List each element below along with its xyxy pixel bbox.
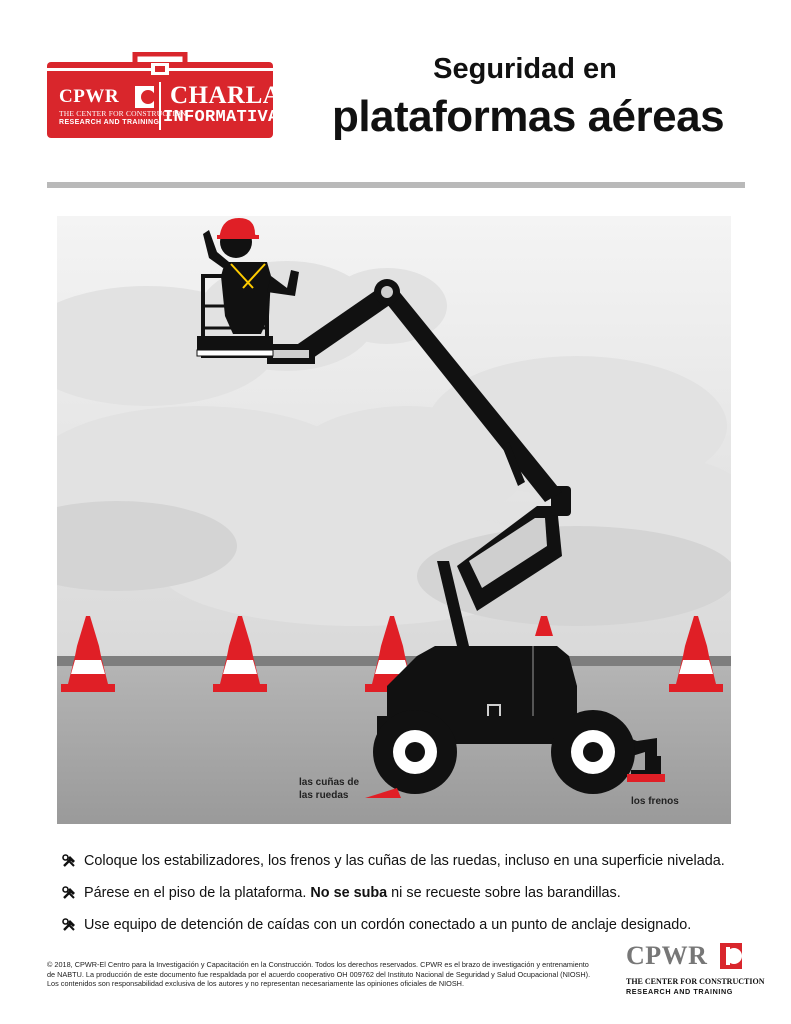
- safety-tips-list: [62, 852, 762, 948]
- page-title-line1: Seguridad en: [433, 53, 617, 85]
- header-divider: [47, 182, 745, 188]
- tools-icon: [62, 918, 77, 933]
- tools-icon: [62, 854, 77, 869]
- footer-logo-subtitle-1: THE CENTER FOR CONSTRUCTION: [626, 977, 765, 986]
- logo-informativa-text: INFORMATIVA: [163, 108, 279, 127]
- label-wheel-chocks-line2: las ruedas: [299, 790, 349, 801]
- logo-charla-text: CHARLA: [170, 82, 282, 109]
- safety-tip: [62, 884, 762, 903]
- tools-icon: [62, 886, 77, 901]
- brake-pad: [627, 774, 665, 782]
- footer-logo-subtitle-2: RESEARCH AND TRAINING: [626, 987, 733, 996]
- label-wheel-chocks-line1: las cuñas de: [299, 777, 360, 788]
- footer-logo-cpwr: CPWR: [626, 941, 708, 970]
- tip-text-pre: Coloque los estabilizadores, los frenos y las cuñas de las ruedas, incluso en una superficie nivelada.: [84, 853, 725, 869]
- tip-text-post: ni se recueste sobre las barandillas.: [387, 885, 621, 901]
- copyright-footer: © 2018, CPWR-El Centro para la Investigación y Capacitación en la Construcción. Todos los derechos reservados. CPWR es el brazo de investigación y entrenamiento de NABTU. La producción de este documento fue respaldada por el acuerdo cooperativo OH 009762 del Instituto Nacional de Seguridad y Salud Ocupacional (NIOSH). Los contenidos son responsabilidad exclusiva de los autores y no representan necesariamente las opiniones oficiales de NIOSH.: [47, 960, 591, 988]
- logo-subtitle-2: RESEARCH AND TRAINING: [59, 119, 160, 126]
- tip-text-pre: Párese en el piso de la plataforma.: [84, 885, 311, 901]
- logo-cpwr-text: CPWR: [59, 86, 120, 107]
- aerial-lift-illustration: [57, 216, 731, 824]
- cpwr-footer-logo: [626, 941, 765, 996]
- label-brakes: los frenos: [631, 796, 679, 807]
- safety-tip: [62, 916, 762, 935]
- charla-informativa-logo: [47, 52, 282, 138]
- tip-text-bold: No se suba: [310, 885, 388, 901]
- page-title-line2: plataformas aéreas: [331, 92, 725, 141]
- safety-tip: [62, 852, 762, 871]
- logo-subtitle-1: THE CENTER FOR CONSTRUCTION: [59, 109, 187, 118]
- cpwr-mark-icon: [720, 943, 744, 971]
- tip-text-pre: Use equipo de detención de caídas con un cordón conectado a un punto de anclaje designado.: [84, 917, 692, 933]
